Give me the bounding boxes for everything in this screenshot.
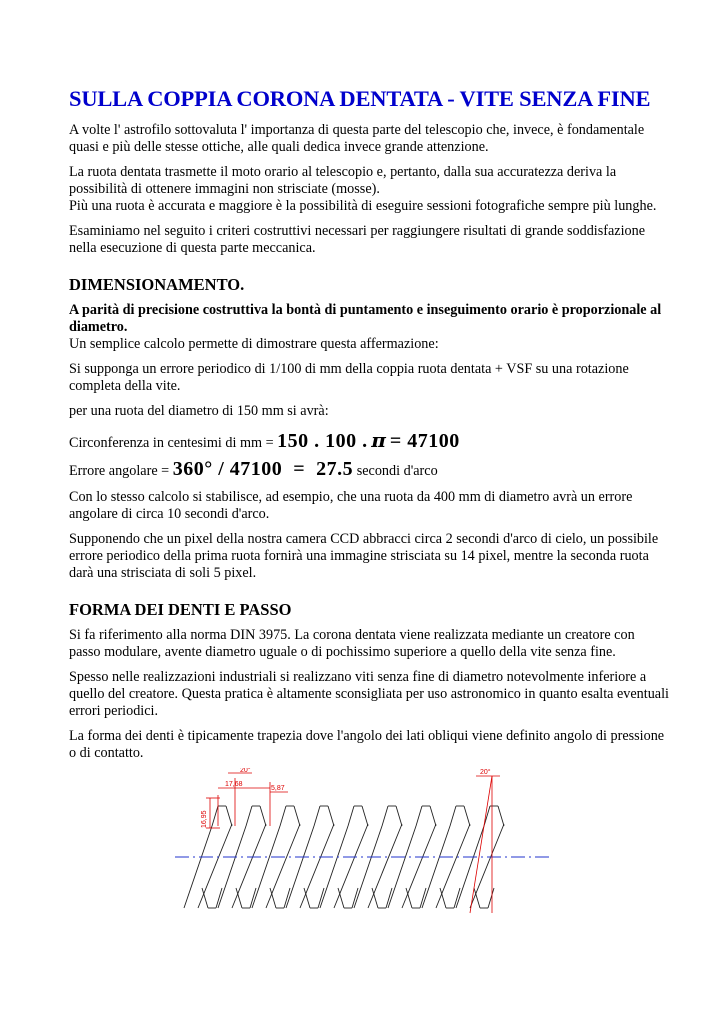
section-heading-dimensionamento: DIMENSIONAMENTO. <box>69 275 245 294</box>
thread-line <box>396 806 402 826</box>
thread-line <box>266 824 300 908</box>
formula-angular-error-unit: secondi d'arco <box>356 463 438 479</box>
thread-line <box>286 826 314 908</box>
thread-line <box>470 824 504 908</box>
section1-paragraph-5: Supponendo che un pixel della nostra camera CCD abbracci circa 2 secondi d'arco di cielo, un possibile errore periodico della prima ruota fornirà una immagine strisciata su 14 pixel, mentre la seconda ruota darà una strisciata di soli 5 pixel. <box>69 531 659 581</box>
thread-line <box>320 826 348 908</box>
dimension-angle-left: 20° <box>240 768 251 774</box>
thread-line <box>430 806 436 826</box>
thread-line <box>260 806 266 826</box>
thread-line <box>368 824 402 908</box>
thread-line <box>488 888 494 908</box>
thread-line <box>498 806 504 826</box>
section1-paragraph-4: Con lo stesso calcolo si stabilisce, ad esempio, che una ruota da 400 mm di diametro avrà un errore angolare di circa 10 secondi d'arco. <box>69 489 633 522</box>
dimension-angle-right: 20° <box>480 769 491 776</box>
thread-line <box>184 826 212 908</box>
section2-paragraph-2: Spesso nelle realizzazioni industriali si realizzano viti senza fine di diametro notevolmente inferiore a quello del creatore. Questa pratica è altamente sconsigliata per uso astronomico in quanto esalta eventuali errori periodici. <box>69 669 669 719</box>
worm-thread-drawing <box>170 768 560 918</box>
thread-line <box>456 826 484 908</box>
dimension-pitch: 17,68 <box>225 781 243 788</box>
thread-line <box>450 806 456 826</box>
thread-line <box>232 824 266 908</box>
thread-line <box>212 806 218 826</box>
thread-line <box>226 806 232 826</box>
dimension-crest: 5,87 <box>271 785 285 792</box>
formula-pi-symbol: π <box>371 428 387 452</box>
thread-line <box>416 806 422 826</box>
formula-angular-error-label: Errore angolare = <box>69 463 170 479</box>
document-page <box>69 86 669 770</box>
section1-paragraph-3: per una ruota del diametro di 150 mm si avrà: <box>69 403 329 419</box>
intro-paragraph-1: A volte l' astrofilo sottovaluta l' importanza di questa parte del telescopio che, invece, è fondamentale quasi e più delle stesse ottiche, alle quali dedica invece grande attenzione. <box>69 122 645 155</box>
section2-paragraph-3: La forma dei denti è tipicamente trapezia dove l'angolo dei lati obliqui viene definito angolo di pressione o di contatto. <box>69 728 665 761</box>
formula-angular-error <box>69 457 669 483</box>
thread-line <box>436 824 470 908</box>
section1-bold-statement: A parità di precisione costruttiva la bontà di puntamento e inseguimento orario è proporzionale al diametro. <box>69 302 662 335</box>
thread-line <box>300 824 334 908</box>
formula-angular-error-value: 360° / 47100 = 27.5 <box>172 458 354 480</box>
thread-line <box>314 806 320 826</box>
thread-line <box>294 806 300 826</box>
dimension-depth: 16,95 <box>201 810 208 828</box>
thread-line <box>328 806 334 826</box>
thread-line <box>362 806 368 826</box>
intro-paragraph-3: Più una ruota è accurata e maggiore è la possibilità di eseguire sessioni fotografiche sempre più lunghe. <box>69 198 657 214</box>
formula-circumference <box>69 428 669 455</box>
thread-line <box>334 824 368 908</box>
thread-line <box>246 806 252 826</box>
intro-paragraph-4: Esaminiamo nel seguito i criteri costruttivi necessari per raggiungere risultati di grande soddisfazione nella esecuzione di questa parte meccanica. <box>69 223 645 256</box>
thread-line <box>280 806 286 826</box>
thread-line <box>422 826 450 908</box>
thread-line <box>354 826 382 908</box>
thread-line <box>252 826 280 908</box>
formula-circumference-result: = 47100 <box>389 430 460 452</box>
dimension-lines <box>206 773 500 913</box>
section-heading-forma-denti: FORMA DEI DENTI E PASSO <box>69 600 292 619</box>
thread-line <box>198 824 232 908</box>
thread-line <box>464 806 470 826</box>
formula-circumference-part-a: 150 . 100 . <box>277 430 368 452</box>
intro-paragraph-2: La ruota dentata trasmette il moto orario al telescopio e, pertanto, dalla sua accuratezza deriva la possibilità di ottenere immagini non strisciate (mosse). <box>69 164 617 197</box>
thread-line <box>402 824 436 908</box>
thread-line <box>348 806 354 826</box>
page-title: SULLA COPPIA CORONA DENTATA - VITE SENZA FINE <box>69 86 651 111</box>
formula-circumference-label: Circonferenza in centesimi di mm = <box>69 435 274 451</box>
section1-paragraph-2: Si supponga un errore periodico di 1/100 di mm della coppia ruota dentata + VSF su una rotazione completa della vite. <box>69 361 629 394</box>
thread-line <box>388 826 416 908</box>
thread-line <box>218 826 246 908</box>
section2-paragraph-1: Si fa riferimento alla norma DIN 3975. La corona dentata viene realizzata mediante un creatore con passo modulare, avente diametro uguale o di pochissimo superiore a quello della vite senza fine. <box>69 627 635 660</box>
thread-line <box>382 806 388 826</box>
section1-paragraph-1: Un semplice calcolo permette di dimostrare questa affermazione: <box>69 336 439 352</box>
